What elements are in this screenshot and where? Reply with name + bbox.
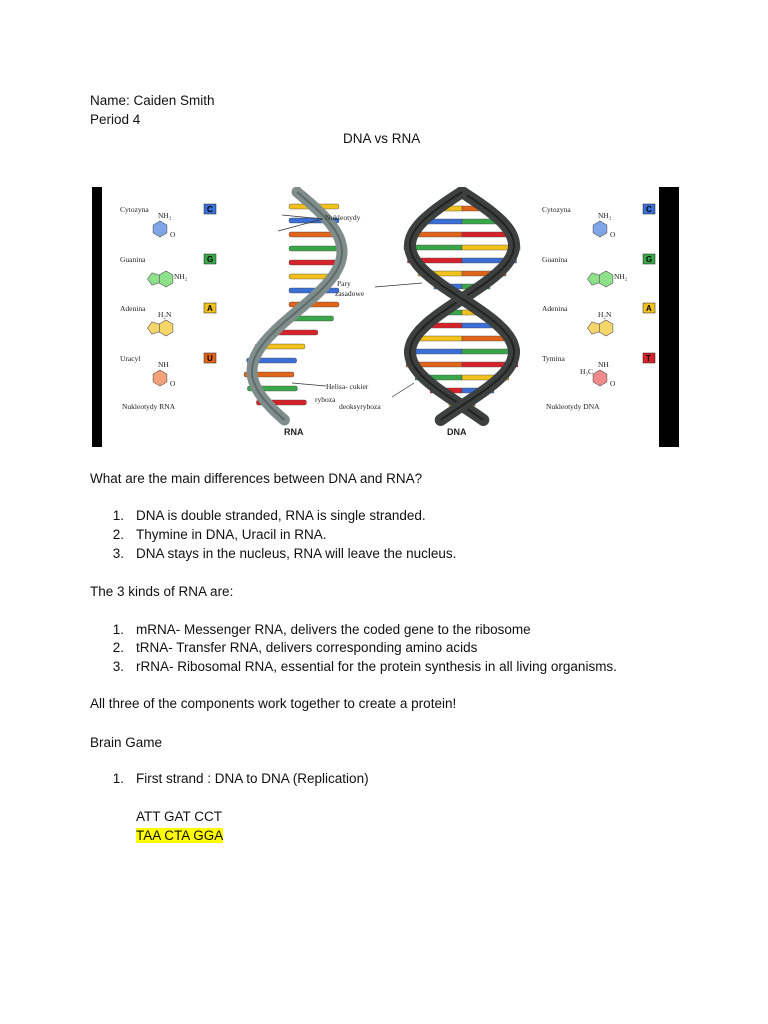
caption-rna: RNA bbox=[284, 427, 304, 437]
list-number: 2. bbox=[112, 640, 124, 655]
list-text: DNA stays in the nucleus, RNA will leave the nucleus. bbox=[136, 546, 457, 561]
given-strand: ATT GAT CCT bbox=[136, 809, 223, 824]
list-number: 1. bbox=[112, 622, 124, 637]
molecule-label: O bbox=[610, 230, 616, 239]
label-ribose: ryboza bbox=[315, 395, 336, 404]
answer-strand-highlighted: TAA CTA GGA bbox=[136, 828, 224, 843]
question-differences: What are the main differences between DNA and RNA? bbox=[90, 471, 423, 486]
molecule-label: NH bbox=[598, 360, 609, 369]
molecule-label: H₂N bbox=[598, 310, 612, 319]
base-letter: U bbox=[207, 354, 213, 363]
molecule-label: NH₂ bbox=[614, 272, 628, 281]
list-text: tRNA- Transfer RNA, delivers corresponding amino acids bbox=[136, 640, 478, 655]
molecule-label: NH₂ bbox=[158, 211, 172, 220]
left-footer: Nukleotydy RNA bbox=[122, 402, 176, 411]
together-line: All three of the components work together to create a protein! bbox=[90, 696, 457, 711]
figure-border-right bbox=[659, 187, 679, 447]
base-letter: G bbox=[646, 255, 653, 264]
period-line: Period 4 bbox=[90, 112, 141, 127]
label-nucleotides: Nukleotydy bbox=[325, 213, 361, 222]
student-name: Name: Caiden Smith bbox=[90, 93, 215, 108]
molecule-label: H₂N bbox=[158, 310, 172, 319]
label-pairs-2: zasadowe bbox=[335, 289, 365, 298]
molecule-label: NH bbox=[158, 360, 169, 369]
base-name: Guanina bbox=[120, 255, 146, 264]
list-text: DNA is double stranded, RNA is single stranded. bbox=[136, 508, 426, 523]
base-name: Adenina bbox=[120, 304, 146, 313]
base-letter: T bbox=[646, 354, 651, 363]
list-number: 2. bbox=[112, 527, 124, 542]
rna-base bbox=[289, 260, 339, 265]
base-letter: C bbox=[207, 205, 213, 214]
molecule-label: NH₂ bbox=[174, 272, 188, 281]
list-number: 3. bbox=[112, 546, 124, 561]
molecule-label: H₃C bbox=[580, 367, 594, 376]
base-name: Cytozyna bbox=[542, 205, 571, 214]
base-letter: A bbox=[646, 304, 652, 313]
label-deoxy: deoksyryboza bbox=[339, 402, 381, 411]
molecule-label: O bbox=[170, 230, 176, 239]
molecule-label: O bbox=[610, 379, 616, 388]
molecule-label: NH₂ bbox=[598, 211, 612, 220]
list-text: First strand : DNA to DNA (Replication) bbox=[136, 771, 369, 786]
list-text: Thymine in DNA, Uracil in RNA. bbox=[136, 527, 327, 542]
label-pairs-1: Pary bbox=[337, 279, 351, 288]
kinds-heading: The 3 kinds of RNA are: bbox=[90, 584, 234, 599]
caption-dna: DNA bbox=[447, 427, 467, 437]
figure-border-left bbox=[92, 187, 102, 447]
page-title: DNA vs RNA bbox=[343, 131, 421, 146]
base-letter: A bbox=[207, 304, 213, 313]
base-name: Adenina bbox=[542, 304, 568, 313]
list-number: 3. bbox=[112, 659, 124, 674]
base-name: Cytozyna bbox=[120, 205, 149, 214]
base-name: Guanina bbox=[542, 255, 568, 264]
base-name: Tymina bbox=[542, 354, 565, 363]
brain-game-heading: Brain Game bbox=[90, 735, 163, 750]
list-text: rRNA- Ribosomal RNA, essential for the protein synthesis in all living organisms. bbox=[136, 659, 617, 674]
list-number: 1. bbox=[112, 508, 124, 523]
list-number: 1. bbox=[112, 771, 124, 786]
label-helix: Helisa- cukier bbox=[326, 382, 369, 391]
list-text: mRNA- Messenger RNA, delivers the coded gene to the ribosome bbox=[136, 622, 531, 637]
right-footer: Nukleotydy DNA bbox=[546, 402, 600, 411]
base-name: Uracyl bbox=[120, 354, 141, 363]
molecule-label: O bbox=[170, 379, 176, 388]
rna-base bbox=[289, 246, 339, 251]
base-letter: G bbox=[207, 255, 214, 264]
dna-vs-rna-figure bbox=[92, 187, 679, 447]
base-letter: C bbox=[646, 205, 652, 214]
